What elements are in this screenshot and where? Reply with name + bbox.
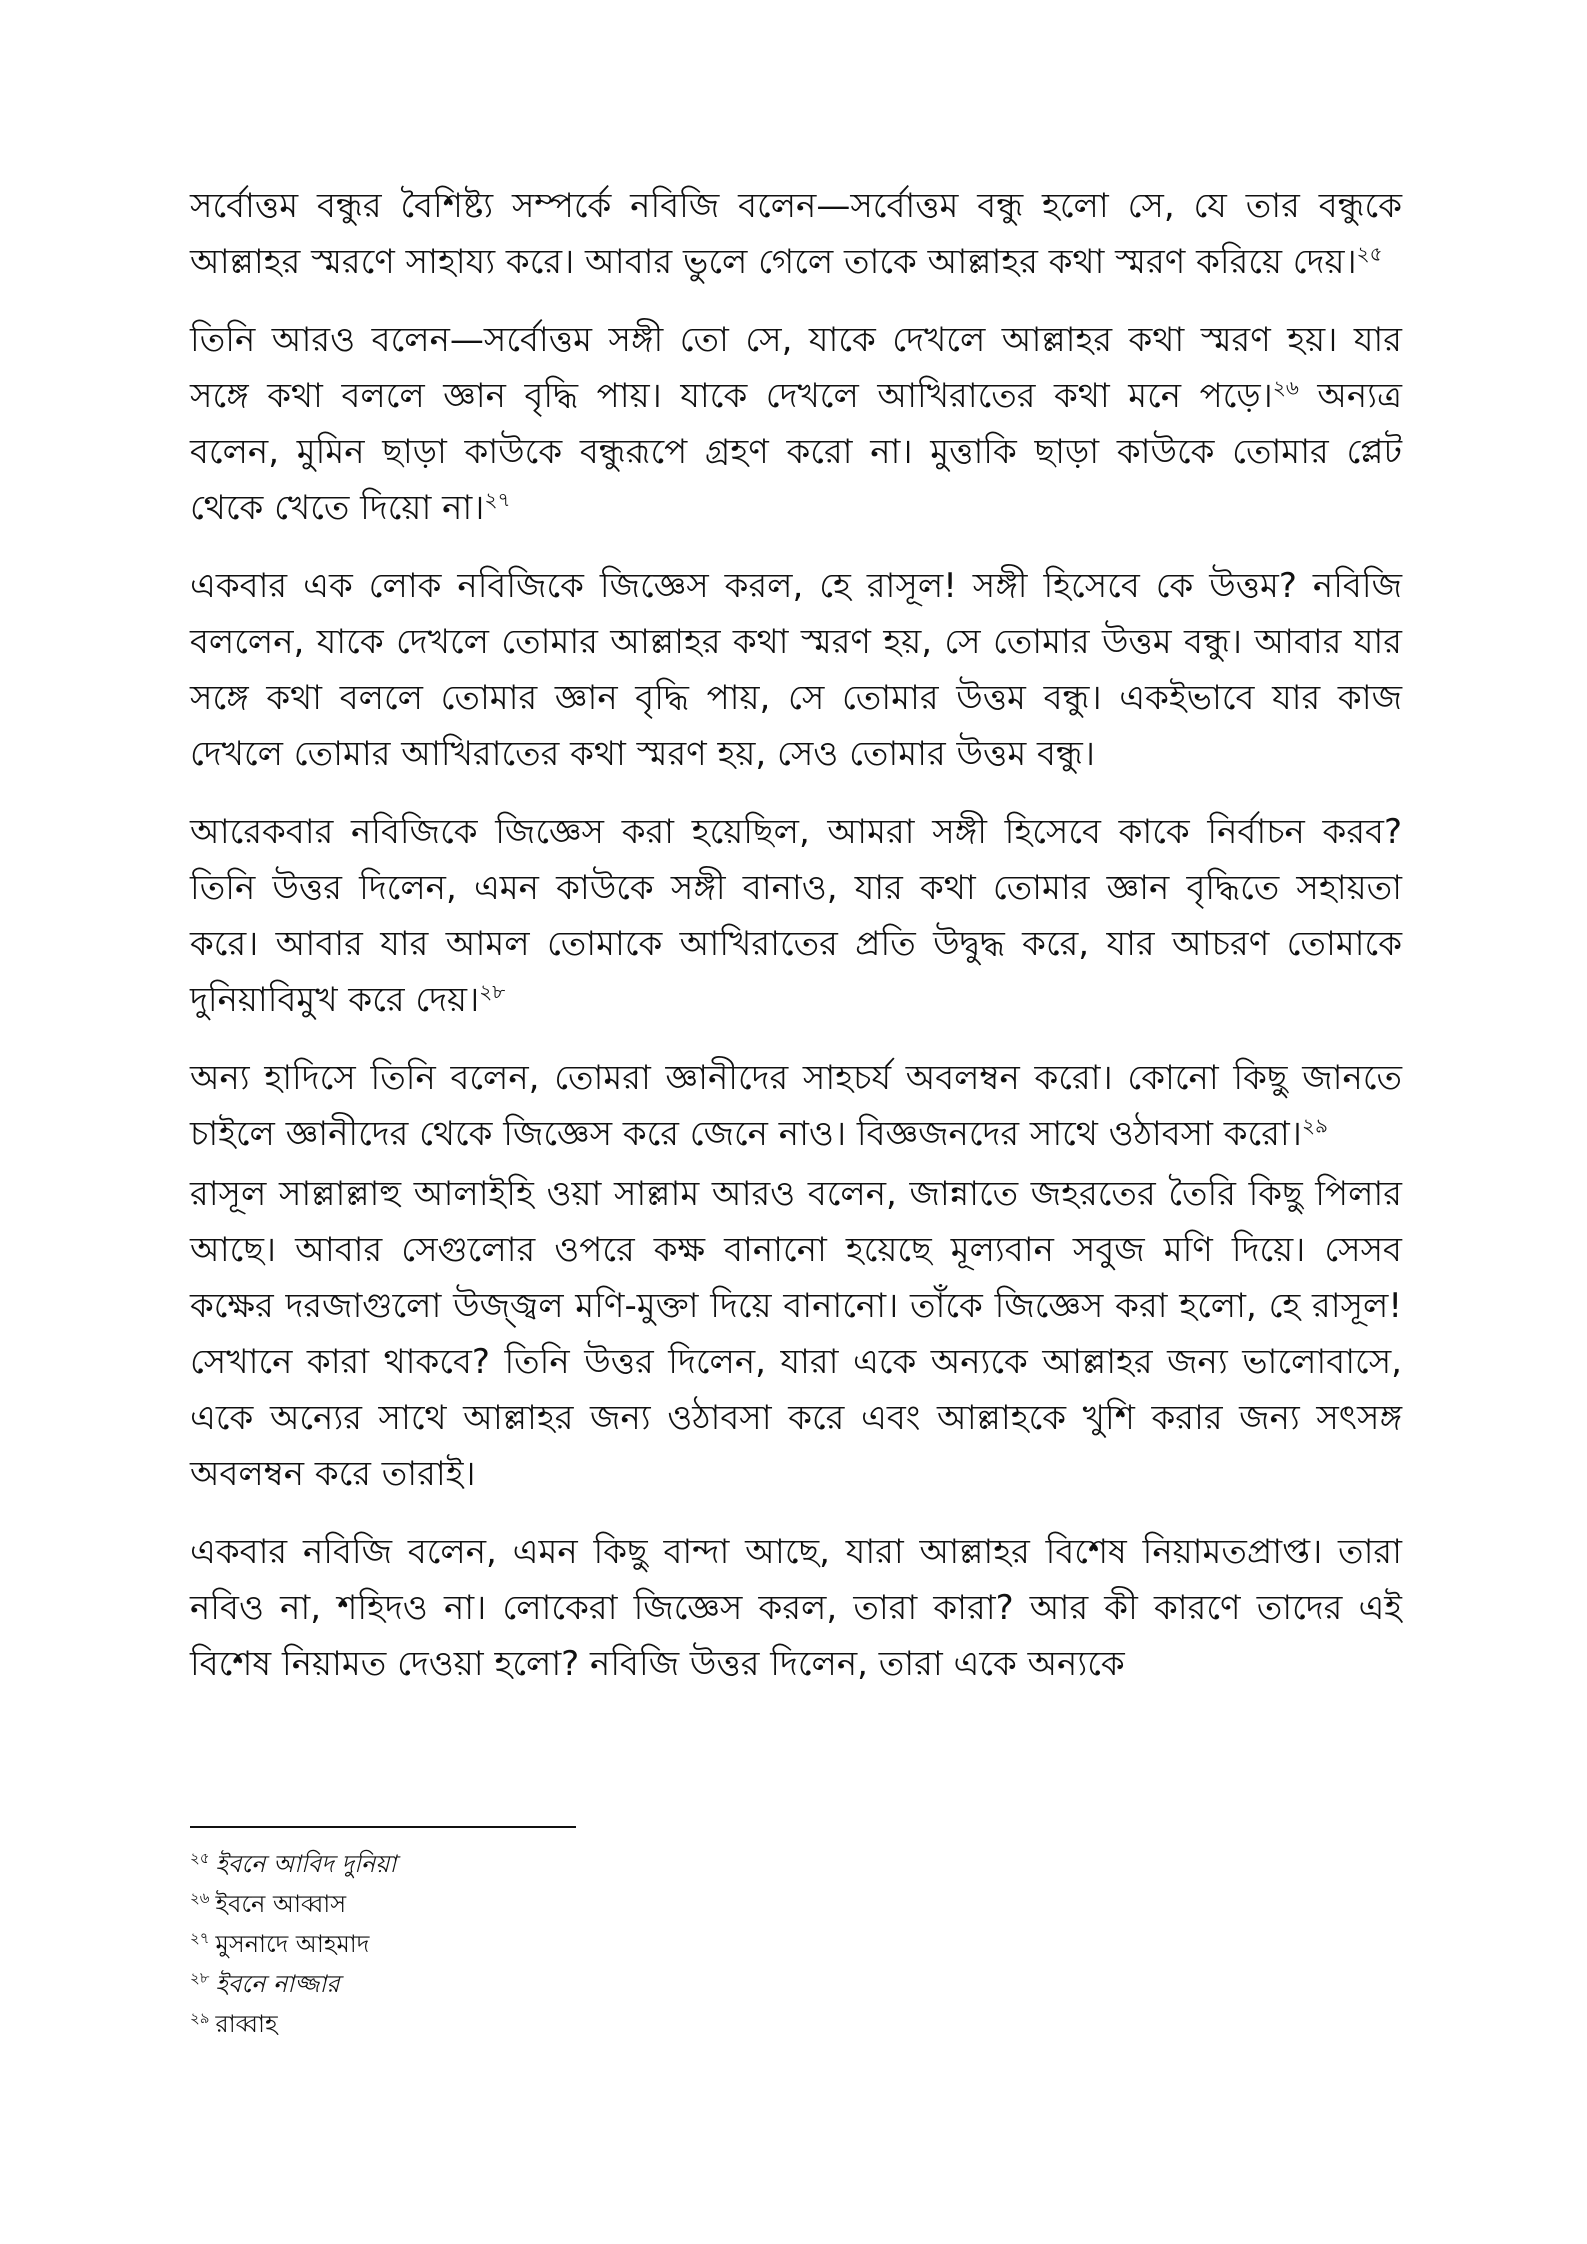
footnote-number: ২৬	[190, 1889, 210, 1907]
footnote-number: ২৮	[190, 1969, 210, 1987]
paragraph-text: তিনি আরও বলেন—সর্বোত্তম সঙ্গী তো সে, যাকে দেখলে আল্লাহর কথা স্মরণ হয়। যার সঙ্গে কথা বললে জ্ঞান বৃদ্ধি পায়। যাকে দেখলে আখিরাতের কথা মনে পড়ে।	[190, 320, 1402, 416]
paragraph-text: অন্য হাদিসে তিনি বলেন, তোমরা জ্ঞানীদের সাহচর্য অবলম্বন করো। কোনো কিছু জানতে চাইলে জ্ঞানীদের থেকে জিজ্ঞেস করে জেনে নাও। বিজ্ঞজনদের সাথে ওঠাবসা করো।	[190, 1058, 1402, 1154]
footnote-text: ইবনে আবিদ দুনিয়া	[215, 1850, 397, 1878]
paragraph-text: সর্বোত্তম বন্ধুর বৈশিষ্ট্য সম্পর্কে নবিজি বলেন—সর্বোত্তম বন্ধু হলো সে, যে তার বন্ধুকে আল্লাহর স্মরণে সাহায্য করে। আবার ভুলে গেলে তাকে আল্লাহর কথা স্মরণ করিয়ে দেয়।	[190, 186, 1402, 282]
paragraph-text: আরেকবার নবিজিকে জিজ্ঞেস করা হয়েছিল, আমরা সঙ্গী হিসেবে কাকে নির্বাচন করব? তিনি উত্তর দিলেন, এমন কাউকে সঙ্গী বানাও, যার কথা তোমার জ্ঞান বৃদ্ধিতে সহায়তা করে। আবার যার আমল তোমাকে আখিরাতের প্রতি উদ্বুদ্ধ করে, যার আচরণ তোমাকে দুনিয়াবিমুখ করে দেয়।	[190, 812, 1402, 1020]
footnote-divider	[190, 1826, 576, 1828]
footnote-29	[190, 2004, 1190, 2044]
footnote-28	[190, 1964, 1190, 2004]
footnote-ref-29: ২৯	[1301, 1113, 1328, 1138]
paragraph-text: রাসূল সাল্লাল্লাহু আলাইহি ওয়া সাল্লাম আরও বলেন, জান্নাতে জহরতের তৈরি কিছু পিলার আছে। আবার সেগুলোর ওপরে কক্ষ বানানো হয়েছে মূল্যবান সবুজ মণি দিয়ে। সেসব কক্ষের দরজাগুলো উজ্জ্বল মণি-মুক্তা দিয়ে বানানো। তাঁকে জিজ্ঞেস করা হলো, হে রাসূল! সেখানে কারা থাকবে? তিনি উত্তর দিলেন, যারা একে অন্যকে আল্লাহর জন্য ভালোবাসে, একে অন্যের সাথে আল্লাহর জন্য ওঠাবসা করে এবং আল্লাহকে খুশি করার জন্য সৎসঙ্গ অবলম্বন করে তারাই।	[190, 1174, 1402, 1494]
footnote-text: মুসনাদে আহমাদ	[215, 1930, 370, 1958]
footnote-text: রাব্বাহ	[215, 2010, 278, 2038]
paragraph-text-continued: অন্যত্র বলেন, মুমিন ছাড়া কাউকে বন্ধুরূপে গ্রহণ করো না। মুত্তাকি ছাড়া কাউকে তোমার প্লেট থেকে খেতে দিয়ো না।	[190, 376, 1402, 528]
footnote-text: ইবনে নাজ্জার	[215, 1970, 340, 1998]
footnote-number: ২৯	[190, 2009, 210, 2027]
paragraph-6	[190, 1166, 1402, 1502]
footnote-number: ২৫	[190, 1849, 210, 1867]
body-text	[190, 178, 1402, 1714]
paragraph-5	[190, 1050, 1402, 1162]
paragraph-3	[190, 558, 1402, 782]
paragraph-text: একবার এক লোক নবিজিকে জিজ্ঞেস করল, হে রাসূল! সঙ্গী হিসেবে কে উত্তম? নবিজি বললেন, যাকে দেখলে তোমার আল্লাহর কথা স্মরণ হয়, সে তোমার উত্তম বন্ধু। আবার যার সঙ্গে কথা বললে তোমার জ্ঞান বৃদ্ধি পায়, সে তোমার উত্তম বন্ধু। একইভাবে যার কাজ দেখলে তোমার আখিরাতের কথা স্মরণ হয়, সেও তোমার উত্তম বন্ধু।	[190, 566, 1402, 774]
footnote-27	[190, 1924, 1190, 1964]
footnote-25	[190, 1844, 1190, 1884]
paragraph-text: একবার নবিজি বলেন, এমন কিছু বান্দা আছে, যারা আল্লাহর বিশেষ নিয়ামতপ্রাপ্ত। তারা নবিও না, শহিদও না। লোকেরা জিজ্ঞেস করল, তারা কারা? আর কী কারণে তাদের এই বিশেষ নিয়ামত দেওয়া হলো? নবিজি উত্তর দিলেন, তারা একে অন্যকে	[190, 1532, 1402, 1684]
paragraph-1	[190, 178, 1402, 290]
paragraph-7	[190, 1524, 1402, 1692]
footnote-ref-26: ২৬	[1272, 375, 1299, 400]
paragraph-4	[190, 804, 1402, 1028]
footnote-26	[190, 1884, 1190, 1924]
footnote-ref-25: ২৫	[1356, 241, 1383, 266]
footnotes	[190, 1844, 1190, 2044]
footnote-number: ২৭	[190, 1929, 210, 1947]
footnote-ref-27: ২৭	[484, 487, 511, 512]
footnote-text: ইবনে আব্বাস	[215, 1890, 347, 1918]
footnote-ref-28: ২৮	[479, 979, 506, 1004]
paragraph-2	[190, 312, 1402, 536]
